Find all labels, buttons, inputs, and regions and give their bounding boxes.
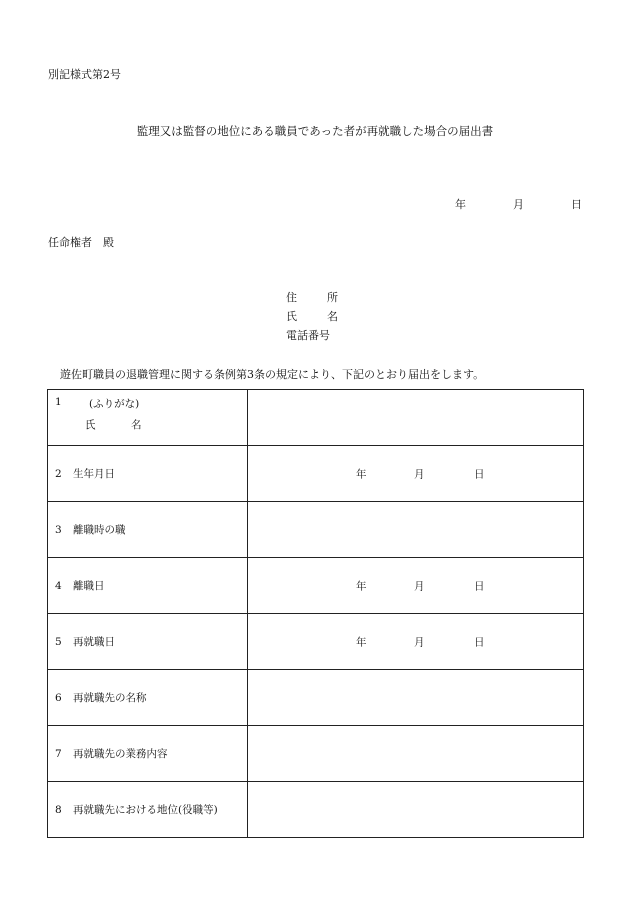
birthdate-value-cell[interactable]: 年 月 日 (248, 446, 584, 502)
new-position-label-cell: 8 再就職先における地位(役職等) (48, 782, 248, 838)
table-row (48, 726, 584, 782)
table-row (48, 614, 584, 670)
applicant-name-label: 氏 名 (286, 310, 338, 323)
name-label-part: 氏 (85, 419, 96, 431)
reemployment-date-value-cell[interactable]: 年 月 日 (248, 614, 584, 670)
employer-name-value-cell[interactable] (248, 670, 584, 726)
applicant-phone-label: 電話番号 (286, 329, 330, 342)
table-row (48, 558, 584, 614)
submission-date-month: 月 (513, 198, 524, 211)
table-row (48, 502, 584, 558)
table-row (48, 782, 584, 838)
addressee: 任命権者 殿 (48, 236, 114, 249)
birthdate-label-cell: 2 生年月日 (48, 446, 248, 502)
submission-date-day: 日 (571, 198, 582, 211)
employer-name-label-cell: 6 再就職先の名称 (48, 670, 248, 726)
employer-business-label-cell: 7 再就職先の業務内容 (48, 726, 248, 782)
name-label-cell (48, 390, 248, 446)
statement: 遊佐町職員の退職管理に関する条例第3条の規定により、下記のとおり届出をします。 (60, 368, 485, 381)
table-row (48, 390, 584, 446)
new-position-value-cell[interactable] (248, 782, 584, 838)
position-at-retirement-value-cell[interactable] (248, 502, 584, 558)
form-number: 別記様式第2号 (48, 68, 121, 81)
document-title: 監理又は監督の地位にある職員であった者が再就職した場合の届出書 (136, 124, 494, 138)
notification-form-table (47, 389, 584, 838)
position-at-retirement-label-cell: 3 離職時の職 (48, 502, 248, 558)
submission-date-year: 年 (455, 198, 466, 211)
reemployment-date-label-cell: 5 再就職日 (48, 614, 248, 670)
row-number: 1 (55, 396, 62, 408)
retirement-date-value-cell[interactable]: 年 月 日 (248, 558, 584, 614)
table-row (48, 670, 584, 726)
furigana-label: (ふりがな) (89, 398, 140, 410)
retirement-date-label-cell: 4 離職日 (48, 558, 248, 614)
employer-business-value-cell[interactable] (248, 726, 584, 782)
name-label-part: 名 (131, 419, 142, 431)
name-value-cell[interactable] (248, 390, 584, 446)
table-row (48, 446, 584, 502)
applicant-address-label: 住 所 (286, 291, 338, 304)
